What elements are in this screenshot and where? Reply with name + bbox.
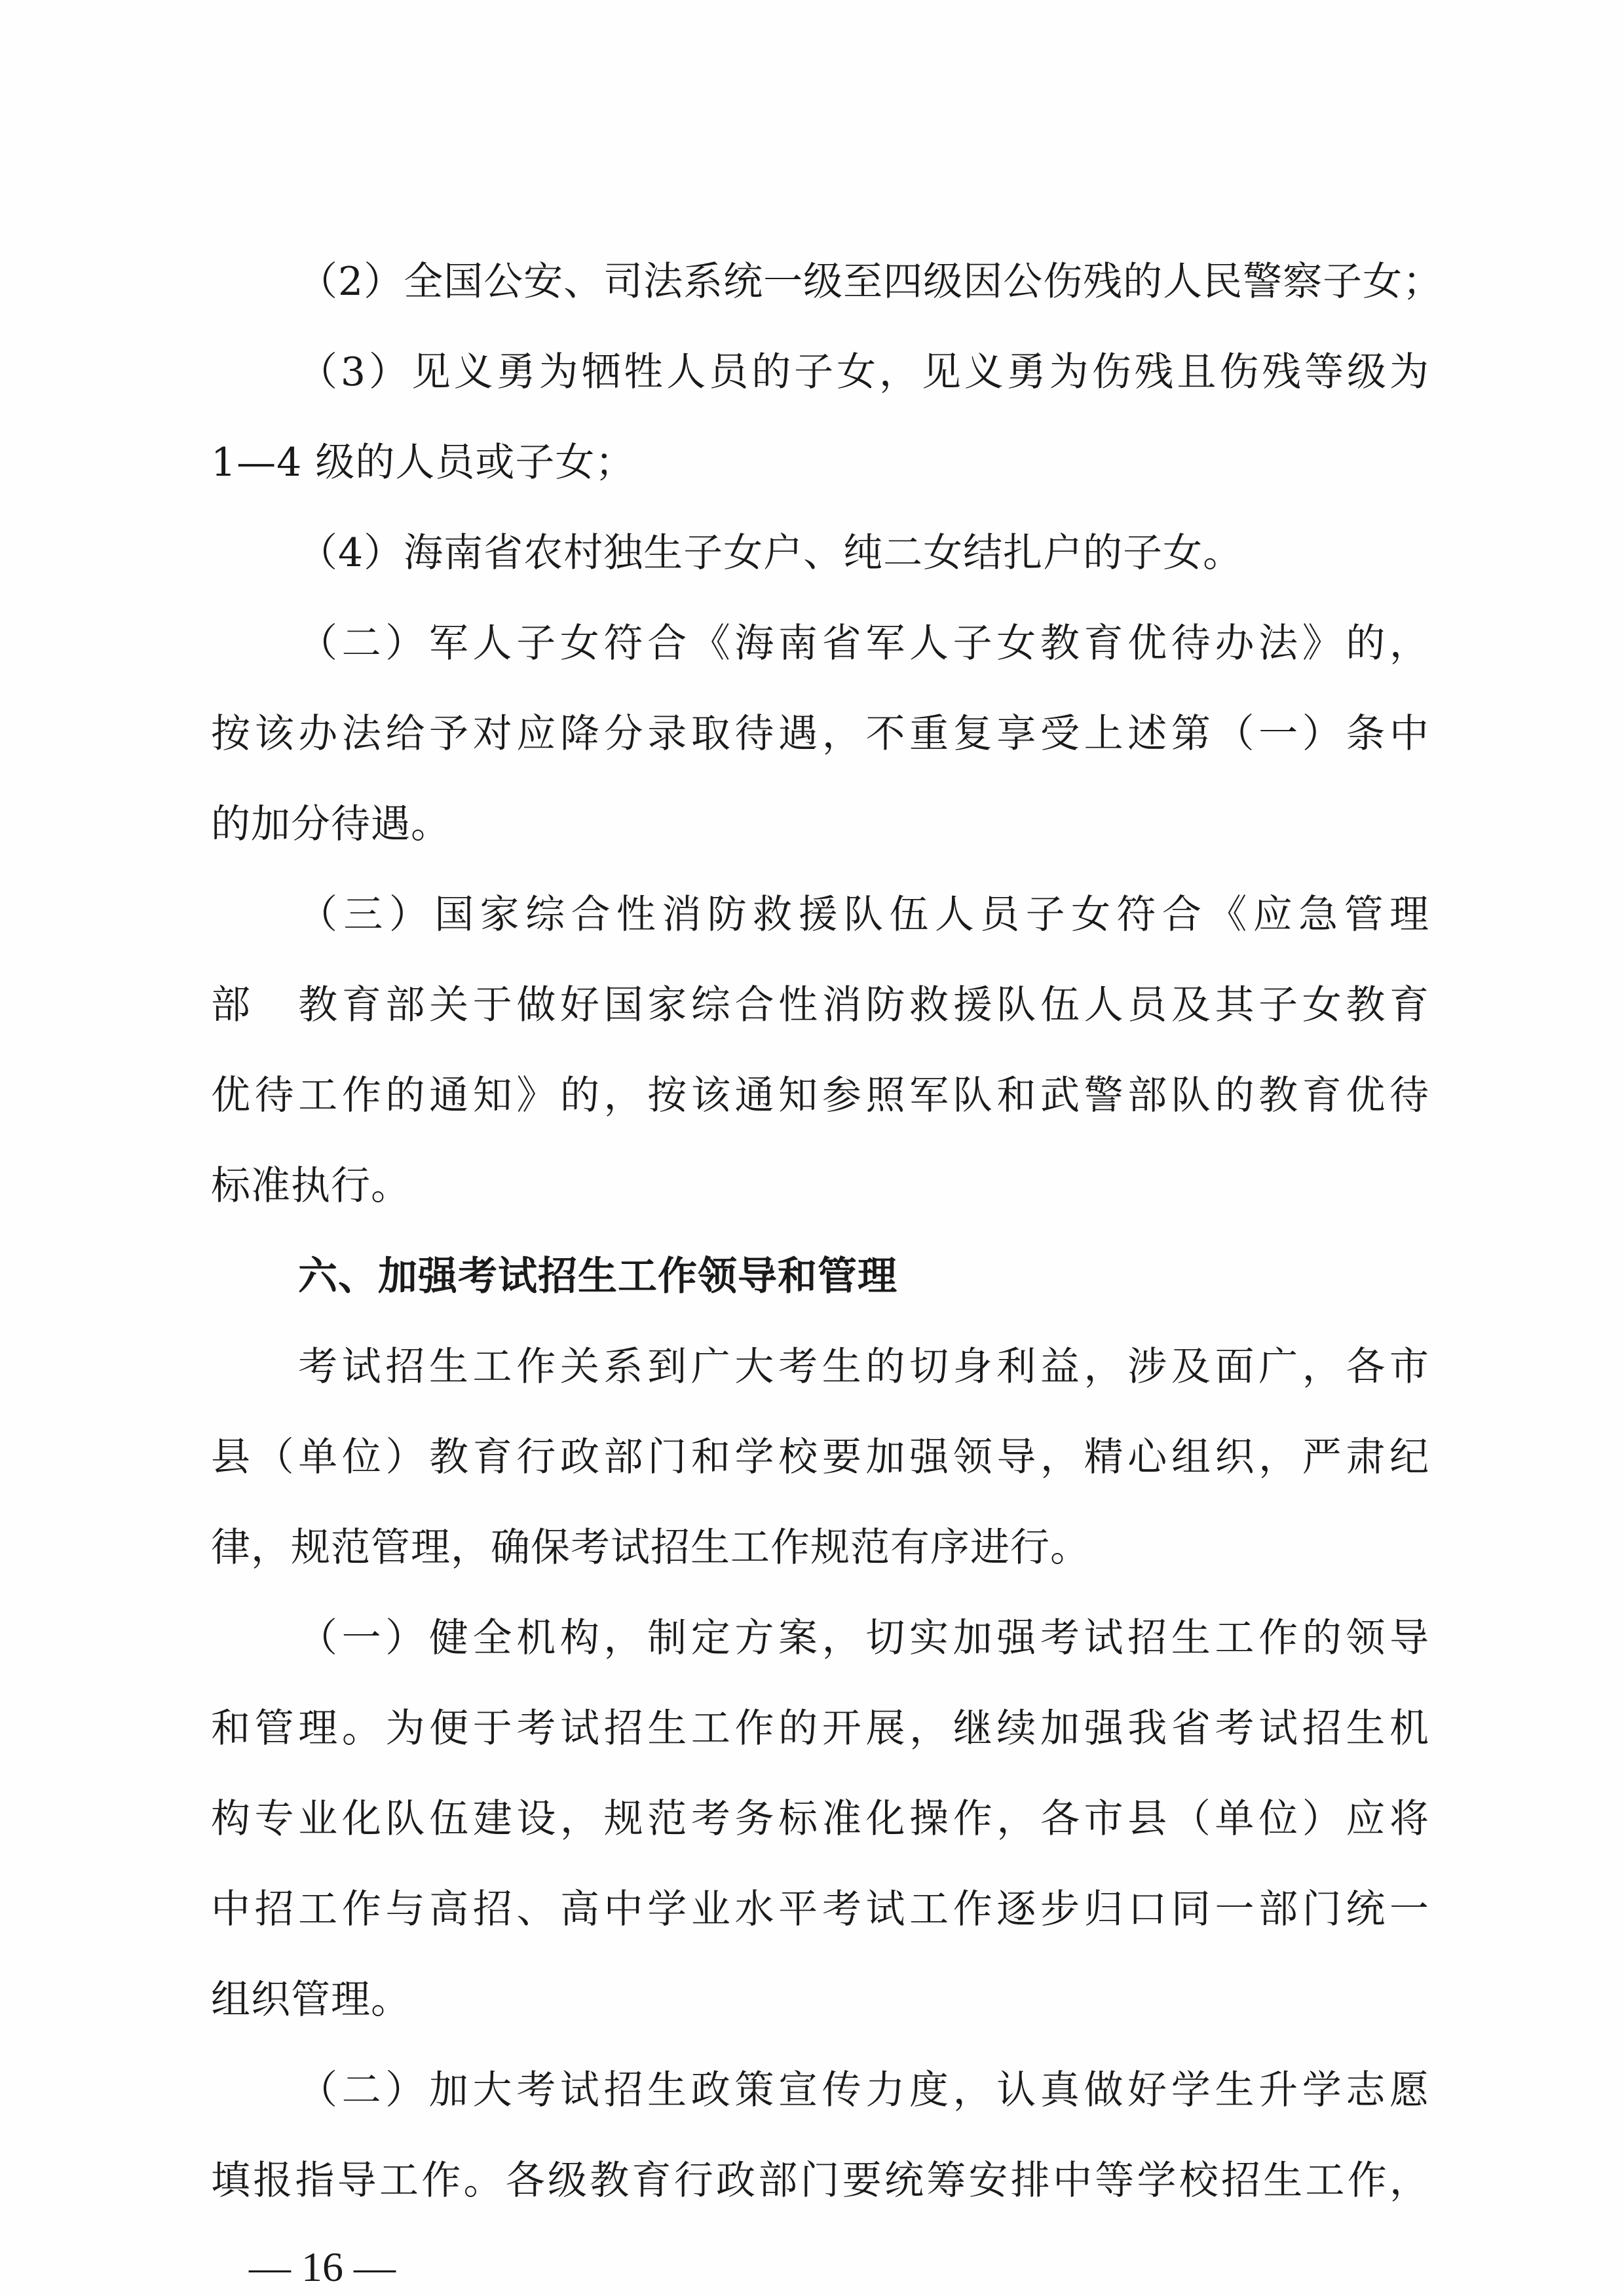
paragraph-line-1: （2）全国公安、司法系统一级至四级因公伤残的人民警察子女； [298,259,1443,305]
paragraph-line-17: 和管理。为便于考试招生工作的开展，继续加强我省考试招生机 [211,1706,1429,1751]
paragraph-line-3: 1—4 级的人员或子女； [211,440,635,486]
paragraph-line-21: （二）加大考试招生政策宣传力度，认真做好学生升学志愿 [298,2067,1429,2113]
paragraph-line-20: 组织管理。 [211,1977,411,2023]
paragraph-line-2: （3）见义勇为牺牲人员的子女，见义勇为伤残且伤残等级为 [298,349,1429,395]
paragraph-line-15: 律，规范管理，确保考试招生工作规范有序进行。 [211,1525,1090,1571]
paragraph-line-11: 标准执行。 [211,1163,411,1209]
paragraph-line-18: 构专业化队伍建设，规范考务标准化操作，各市县（单位）应将 [211,1796,1429,1842]
section-heading: 六、加强考试招生工作领导和管理 [298,1253,897,1299]
paragraph-line-7: 的加分待遇。 [211,801,451,847]
paragraph-line-8: （三）国家综合性消防救援队伍人员子女符合《应急管理 [298,892,1429,938]
paragraph-line-14: 县（单位）教育行政部门和学校要加强领导，精心组织，严肃纪 [211,1434,1429,1480]
paragraph-line-19: 中招工作与高招、高中学业水平考试工作逐步归口同一部门统一 [211,1886,1429,1932]
paragraph-line-6: 按该办法给予对应降分录取待遇，不重复享受上述第（一）条中 [211,711,1429,757]
paragraph-line-10: 优待工作的通知》的，按该通知参照军队和武警部队的教育优待 [211,1073,1429,1119]
paragraph-line-16: （一）健全机构，制定方案，切实加强考试招生工作的领导 [298,1615,1429,1661]
paragraph-line-4: （4）海南省农村独生子女户、纯二女结扎户的子女。 [298,530,1243,576]
paragraph-line-22: 填报指导工作。各级教育行政部门要统筹安排中等学校招生工作， [211,2158,1429,2204]
paragraph-line-9: 部 教育部关于做好国家综合性消防救援队伍人员及其子女教育 [211,982,1429,1028]
page-number: — 16 — [249,2244,396,2290]
paragraph-line-5: （二）军人子女符合《海南省军人子女教育优待办法》的， [298,621,1429,666]
paragraph-line-13: 考试招生工作关系到广大考生的切身利益，涉及面广，各市 [298,1344,1429,1390]
